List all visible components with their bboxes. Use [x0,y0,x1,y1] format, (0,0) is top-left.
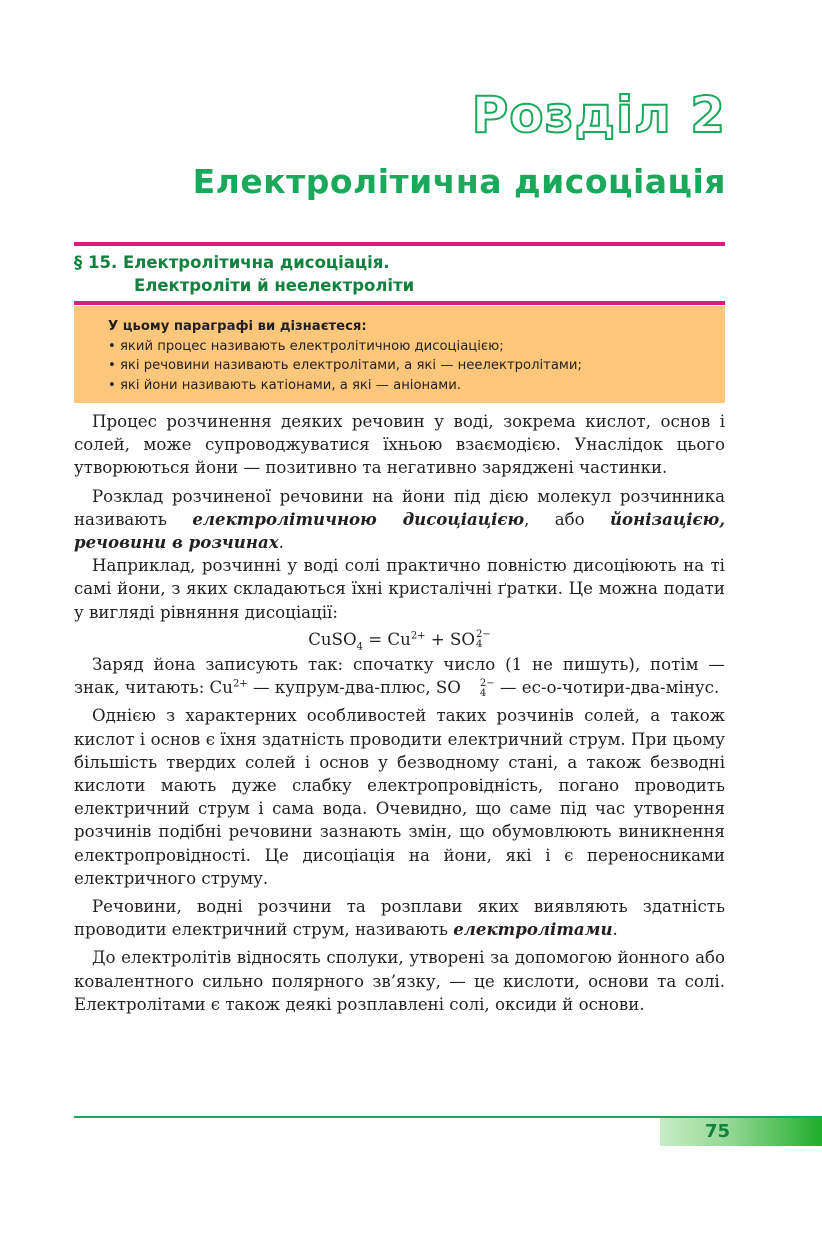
paragraph-4 [74,653,725,699]
learning-objectives-title: У цьому параграфі ви дізнаєтеся: [108,319,367,334]
term-ionization: йонізацією, речовини в розчинах [74,508,725,553]
section-heading-line1: § 15. Електролітична дисоціація. [74,253,390,272]
paragraph-6 [74,895,725,941]
paragraph-1: Процес розчинення деяких речовин у воді, зокрема кислот, основ і солей, може супроводжуватися їхньою взаємодією. Унаслідок цього утворюються йони — позитивно та негативно заряджені частинки. [74,412,725,478]
formula-subscript: 4 [356,641,363,653]
learning-objective-item: • які йони називають катіонами, а які — аніонами. [108,377,461,393]
section-heading-line2: Електроліти й неелектроліти [134,276,415,295]
paragraph-4-text: — купрум-два-плюс, SO [247,678,461,698]
paragraph-2 [74,485,725,555]
dissociation-equation [74,628,725,651]
section-top-rule [74,242,725,246]
section-bottom-rule [74,301,725,305]
paragraph-7: До електролітів відносять сполуки, утворені за допомогою йонного або ковалентного сильно полярного зв’язку, — це кислоти, основи та солі. Електролітами є також деякі розплавлені солі, оксиди й основи. [74,948,725,1014]
paragraph-4-text: Заряд йона записують так: спочатку число (1 не пишуть), потім — знак, читають: Cu [74,655,725,698]
page-number-tab [660,1118,822,1146]
section-heading [74,251,725,297]
formula-part: + SO [425,629,475,649]
paragraph-5: Однією з характерних особливостей таких розчинів солей, а також кислот і основ є їхня здатність проводити електричний струм. При цьому більшість твердих солей і основ у безводному стані, а також безводні кислоти мають дуже слабку електропровідність, погано проводить електричний струм і сама вода. Очевидно, що саме під час утворення розчинів подібні речовини зазнають змін, що обумовлюють виникнення електропровідності. Це дисоціація на йони, які і є переносниками електричного струму. [74,706,725,888]
formula-subscript: 4 [476,639,483,651]
learning-objective-item: • які речовини називають електролітами, а які — неелектролітами; [108,358,582,373]
paragraph-2-text: . [278,533,284,553]
paragraph-6-text: Речовини, водні розчини та розплави яких виявляють здатність проводити електричний струм, називають [74,897,725,940]
term-electrolytes: електролітами [453,919,613,940]
page-number: 75 [705,1121,731,1142]
ion-charge: 2− [479,677,495,689]
formula-ion-indices [476,630,491,650]
learning-objectives-box [74,306,725,403]
paragraph-4-text: — ес-о-чотири-два-мінус. [494,678,720,698]
paragraph-3: Наприклад, розчинні у воді солі практично повністю дисоціюють на ті самі йони, з яких складаються їхні кристалічні ґратки. Це можна подати у вигляді рівняння дисоціації: [74,556,725,622]
ion-indices [462,679,495,699]
paragraph-2-text: Розклад розчиненої речовини на йони під дією молекул розчинника називають [74,486,725,529]
chapter-subtitle: Електролітична дисоціація [192,162,726,201]
formula-part: CuSO [308,629,357,649]
term-electrolytic-dissociation: електролітичною дисоціацією [192,508,525,529]
learning-objective-item: • який процес називають електролітичною дисоціацією; [108,338,504,354]
paragraph-2-text: , або [524,509,610,529]
formula-part: = Cu [362,629,411,649]
body-text [74,410,725,1016]
ion-charge: 2+ [232,678,248,690]
chapter-title: Розділ 2 [471,86,726,144]
paragraph-6-text: . [612,920,618,940]
formula-superscript: 2− [476,629,491,641]
ion-subscript: 4 [479,687,487,699]
formula-superscript: 2+ [410,630,426,642]
